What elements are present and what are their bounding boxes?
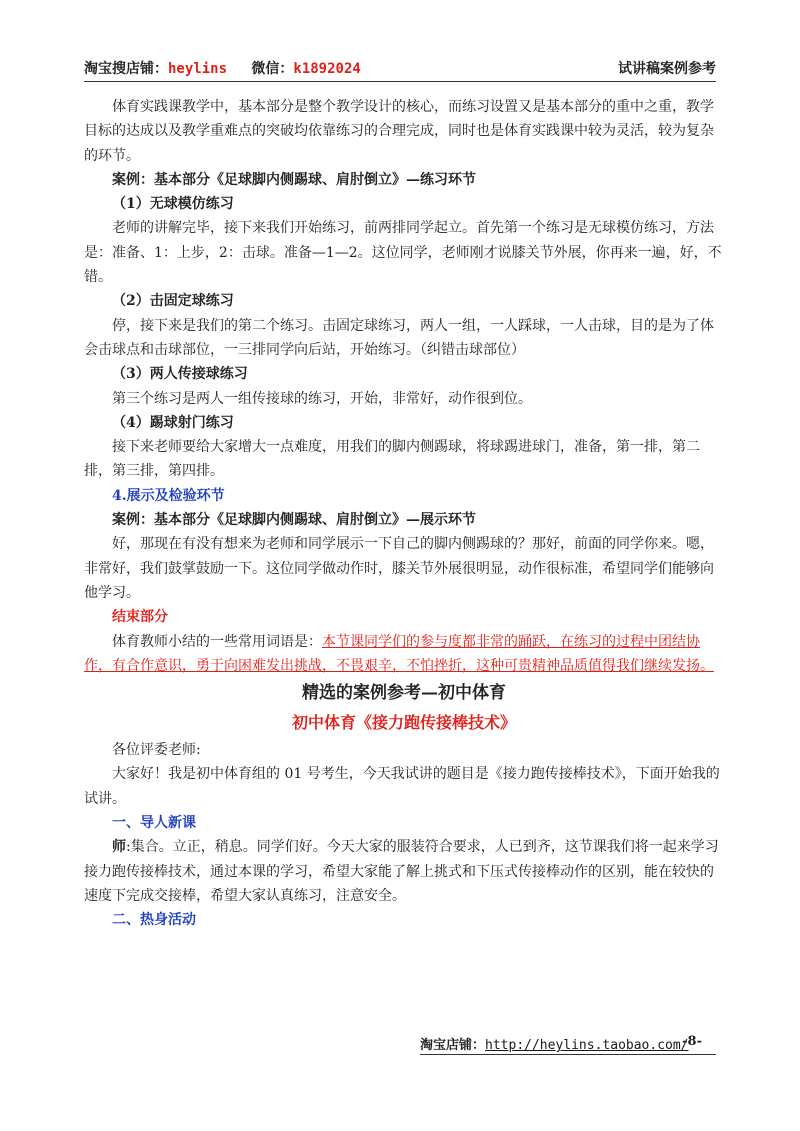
section3-text: 第三个练习是两人一组传接球的练习，开始，非常好，动作很到位。 [112,390,532,407]
page-footer [420,1032,716,1055]
part1-text: :集合。立正，稍息。同学们好。今天大家的服装符合要求，人已到齐，这节课我们将一起来学习接力跑传接棒技术，通过本课的学习，希望大家能了解上挑式和下压式传接棒动作的区别，能在较快的速度下完成交接棒，希望大家认真练习，注意安全。 [84,839,719,904]
ending-intro: 体育教师小结的一些常用词语是： [112,633,322,650]
opening-paragraph: 大家好！我是初中体育组的 01 号考生，今天我试讲的题目是《接力跑传接棒技术》，下面开始我的试讲。 [84,766,720,807]
teacher-label: 师 [112,839,126,856]
greeting: 各位评委老师: [112,742,201,759]
section2-text: 停，接下来是我们的第二个练习。击固定球练习，两人一组，一人踩球，一人击球，目的是为了体会击球点和击球部位，一三排同学向后站，开始练习。（纠错击球部位） [84,317,714,358]
case1-title: 案例：基本部分《足球脚内侧踢球、肩肘倒立》—练习环节 [112,171,476,188]
footer-shop-label: 淘宝店铺： [420,1038,486,1053]
lesson-title: 初中体育《接力跑传接棒技术》 [291,713,516,733]
part1-title: 一、导人新课 [112,815,196,832]
showcase-section-title: 4.展示及检验环节 [112,487,225,504]
case2-title: 案例：基本部分《足球脚内侧踢球、肩肘倒立》—展示环节 [112,512,476,529]
footer-shop-link[interactable]: http://heylins.taobao.com/ [485,1038,689,1053]
header-shop-name: heylins [168,61,228,77]
page-header [84,55,716,82]
section3-title: （3）两人传接球练习 [112,366,248,383]
intro-paragraph: 体育实践课教学中，基本部分是整个教学设计的核心，而练习设置又是基本部分的重中之重，教学目标的达成以及教学重难点的突破均依靠练习的合理完成，同时也是体育实践课中较为灵活，较为复杂的环节。 [84,99,714,164]
part1-paragraph [84,835,724,908]
section4-text: 接下来老师要给大家增大一点难度，用我们的脚内侧踢球，将球踢进球门，准备，第一排，第二排，第三排，第四排。 [84,439,700,480]
section1-text: 老师的讲解完毕，接下来我们开始练习，前两排同学起立。首先第一个练习是无球模仿练习，方法是：准备、1：上步，2：击球。准备—1—2。这位同学，老师刚才说膝关节外展，你再来一遍，好，不错。 [84,220,722,286]
section4-title: （4）踢球射门练习 [112,414,234,431]
document-body [84,95,724,933]
section2-title: （2）击固定球练习 [112,293,234,310]
ending-title: 结束部分 [112,609,168,626]
case2-text: 好，那现在有没有想来为老师和同学展示一下自己的脚内侧踢球的？那好，前面的同学你来。嗯，非常好，我们鼓掌鼓励一下。这位同学做动作时，膝关节外展很明显，动作很标准，希望同学们能够向他学习。 [84,536,714,601]
header-shop-info [84,58,361,78]
section1-title: （1）无球模仿练习 [112,196,234,213]
header-wechat-label: 微信： [251,61,294,77]
ending-quote: 本节课同学们的参与度都非常的踊跃，在练习的过程中团结协作，有合作意识，勇于向困难发出挑战，不畏艰辛，不怕挫折，这种可贵精神品质值得我们继续发扬。 [84,633,714,674]
header-title: 试讲稿案例参考 [618,61,716,77]
footer-shop-info [420,1034,689,1053]
part2-title: 二、热身活动 [112,912,196,929]
header-shop-label: 淘宝搜店铺： [84,61,168,77]
page-number: -8- [682,1034,702,1049]
header-wechat-id: k1892024 [293,61,361,77]
ending-paragraph [84,630,724,679]
featured-title: 精选的案例参考—初中体育 [302,683,506,704]
